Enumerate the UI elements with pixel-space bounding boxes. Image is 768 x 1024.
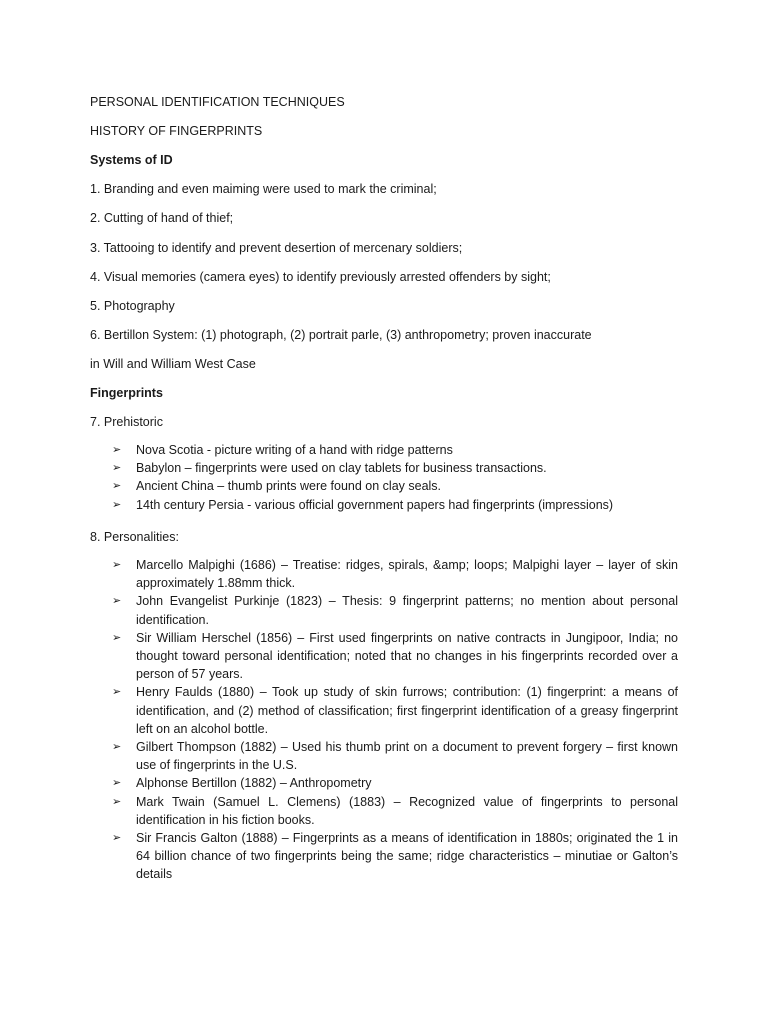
list-item-text: Nova Scotia - picture writing of a hand with ridge patterns (136, 443, 453, 457)
list-item (112, 441, 678, 459)
list-item (112, 774, 678, 792)
arrowhead-bullet-icon: ➢ (112, 444, 122, 456)
list-item-text: 14th century Persia - various official government papers had fingerprints (impressions) (136, 497, 614, 512)
arrowhead-bullet-icon: ➢ (112, 595, 122, 608)
personalities-label: 8. Personalities: (90, 530, 179, 544)
list-item (112, 793, 678, 829)
systems-item: 2. Cutting of hand of thief; (90, 211, 234, 225)
list-item-text: Sir William Herschel (1856) – First used fingerprints on native contracts in Jungipoor, India; no thought toward personal identification; noted that no changes in his fingerprints recorded over a person of 57 years. (136, 630, 678, 682)
prehistoric-label: 7. Prehistoric (90, 415, 163, 429)
arrowhead-bullet-icon: ➢ (112, 559, 122, 571)
arrowhead-bullet-icon: ➢ (112, 777, 122, 790)
arrowhead-bullet-icon: ➢ (112, 795, 122, 808)
list-item-text: Sir Francis Galton (1888) – Fingerprints as a means of identification in 1880s; originated the 1 in 64 billion chance of two fingerprints being the same; ridge characteristics – minutiae or Galton’s details (136, 831, 678, 882)
list-item (112, 829, 678, 884)
systems-item-continuation: in Will and William West Case (90, 357, 256, 371)
personalities-list (112, 556, 678, 884)
list-item (112, 556, 678, 592)
arrowhead-bullet-icon: ➢ (112, 631, 122, 644)
list-item-text: Henry Faulds (1880) – Took up study of skin furrows; contribution: (1) fingerprint: a means of identification, and (2) method of classification; first fingerprint identification of a greasy fingerprint left on an alcohol bottle. (136, 685, 678, 736)
list-item (112, 459, 678, 477)
list-item-text: Mark Twain (Samuel L. Clemens) (1883) – Recognized value of fingerprints to personal identification in his fiction books. (136, 794, 678, 827)
prehistoric-list (112, 441, 678, 514)
list-item (112, 738, 678, 774)
list-item (112, 477, 678, 495)
arrowhead-bullet-icon: ➢ (112, 686, 122, 699)
list-item (112, 592, 678, 628)
list-item-text: Marcello Malpighi (1686) – Treatise: ridges, spirals, &amp; loops; Malpighi layer – layer of skin approximately 1.88mm thick. (136, 558, 678, 591)
systems-heading: Systems of ID (90, 153, 173, 167)
list-item (112, 683, 678, 738)
list-item-text: Babylon – fingerprints were used on clay tablets for business transactions. (136, 461, 547, 476)
list-item (112, 496, 678, 514)
arrowhead-bullet-icon: ➢ (112, 480, 122, 493)
systems-item: 4. Visual memories (camera eyes) to identify previously arrested offenders by sight; (90, 270, 551, 284)
systems-item: 5. Photography (90, 299, 175, 313)
arrowhead-bullet-icon: ➢ (112, 741, 122, 754)
doc-title: PERSONAL IDENTIFICATION TECHNIQUES (90, 95, 345, 109)
arrowhead-bullet-icon: ➢ (112, 832, 122, 845)
arrowhead-bullet-icon: ➢ (112, 462, 122, 475)
systems-item: 3. Tattooing to identify and prevent desertion of mercenary soldiers; (90, 241, 463, 255)
systems-item: 1. Branding and even maiming were used to mark the criminal; (90, 182, 437, 196)
doc-subtitle: HISTORY OF FINGERPRINTS (90, 124, 263, 138)
fingerprints-heading: Fingerprints (90, 386, 163, 400)
list-item-text: John Evangelist Purkinje (1823) – Thesis: 9 fingerprint patterns; no mention about personal identification. (136, 594, 678, 627)
list-item-text: Alphonse Bertillon (1882) – Anthropometry (136, 776, 372, 791)
arrowhead-bullet-icon: ➢ (112, 498, 122, 511)
list-item-text: Gilbert Thompson (1882) – Used his thumb print on a document to prevent forgery – first known use of fingerprints in the U.S. (136, 740, 678, 773)
list-item (112, 629, 678, 684)
systems-item: 6. Bertillon System: (1) photograph, (2) portrait parle, (3) anthropometry; proven inaccurate (90, 328, 592, 342)
list-item-text: Ancient China – thumb prints were found on clay seals. (136, 479, 442, 494)
